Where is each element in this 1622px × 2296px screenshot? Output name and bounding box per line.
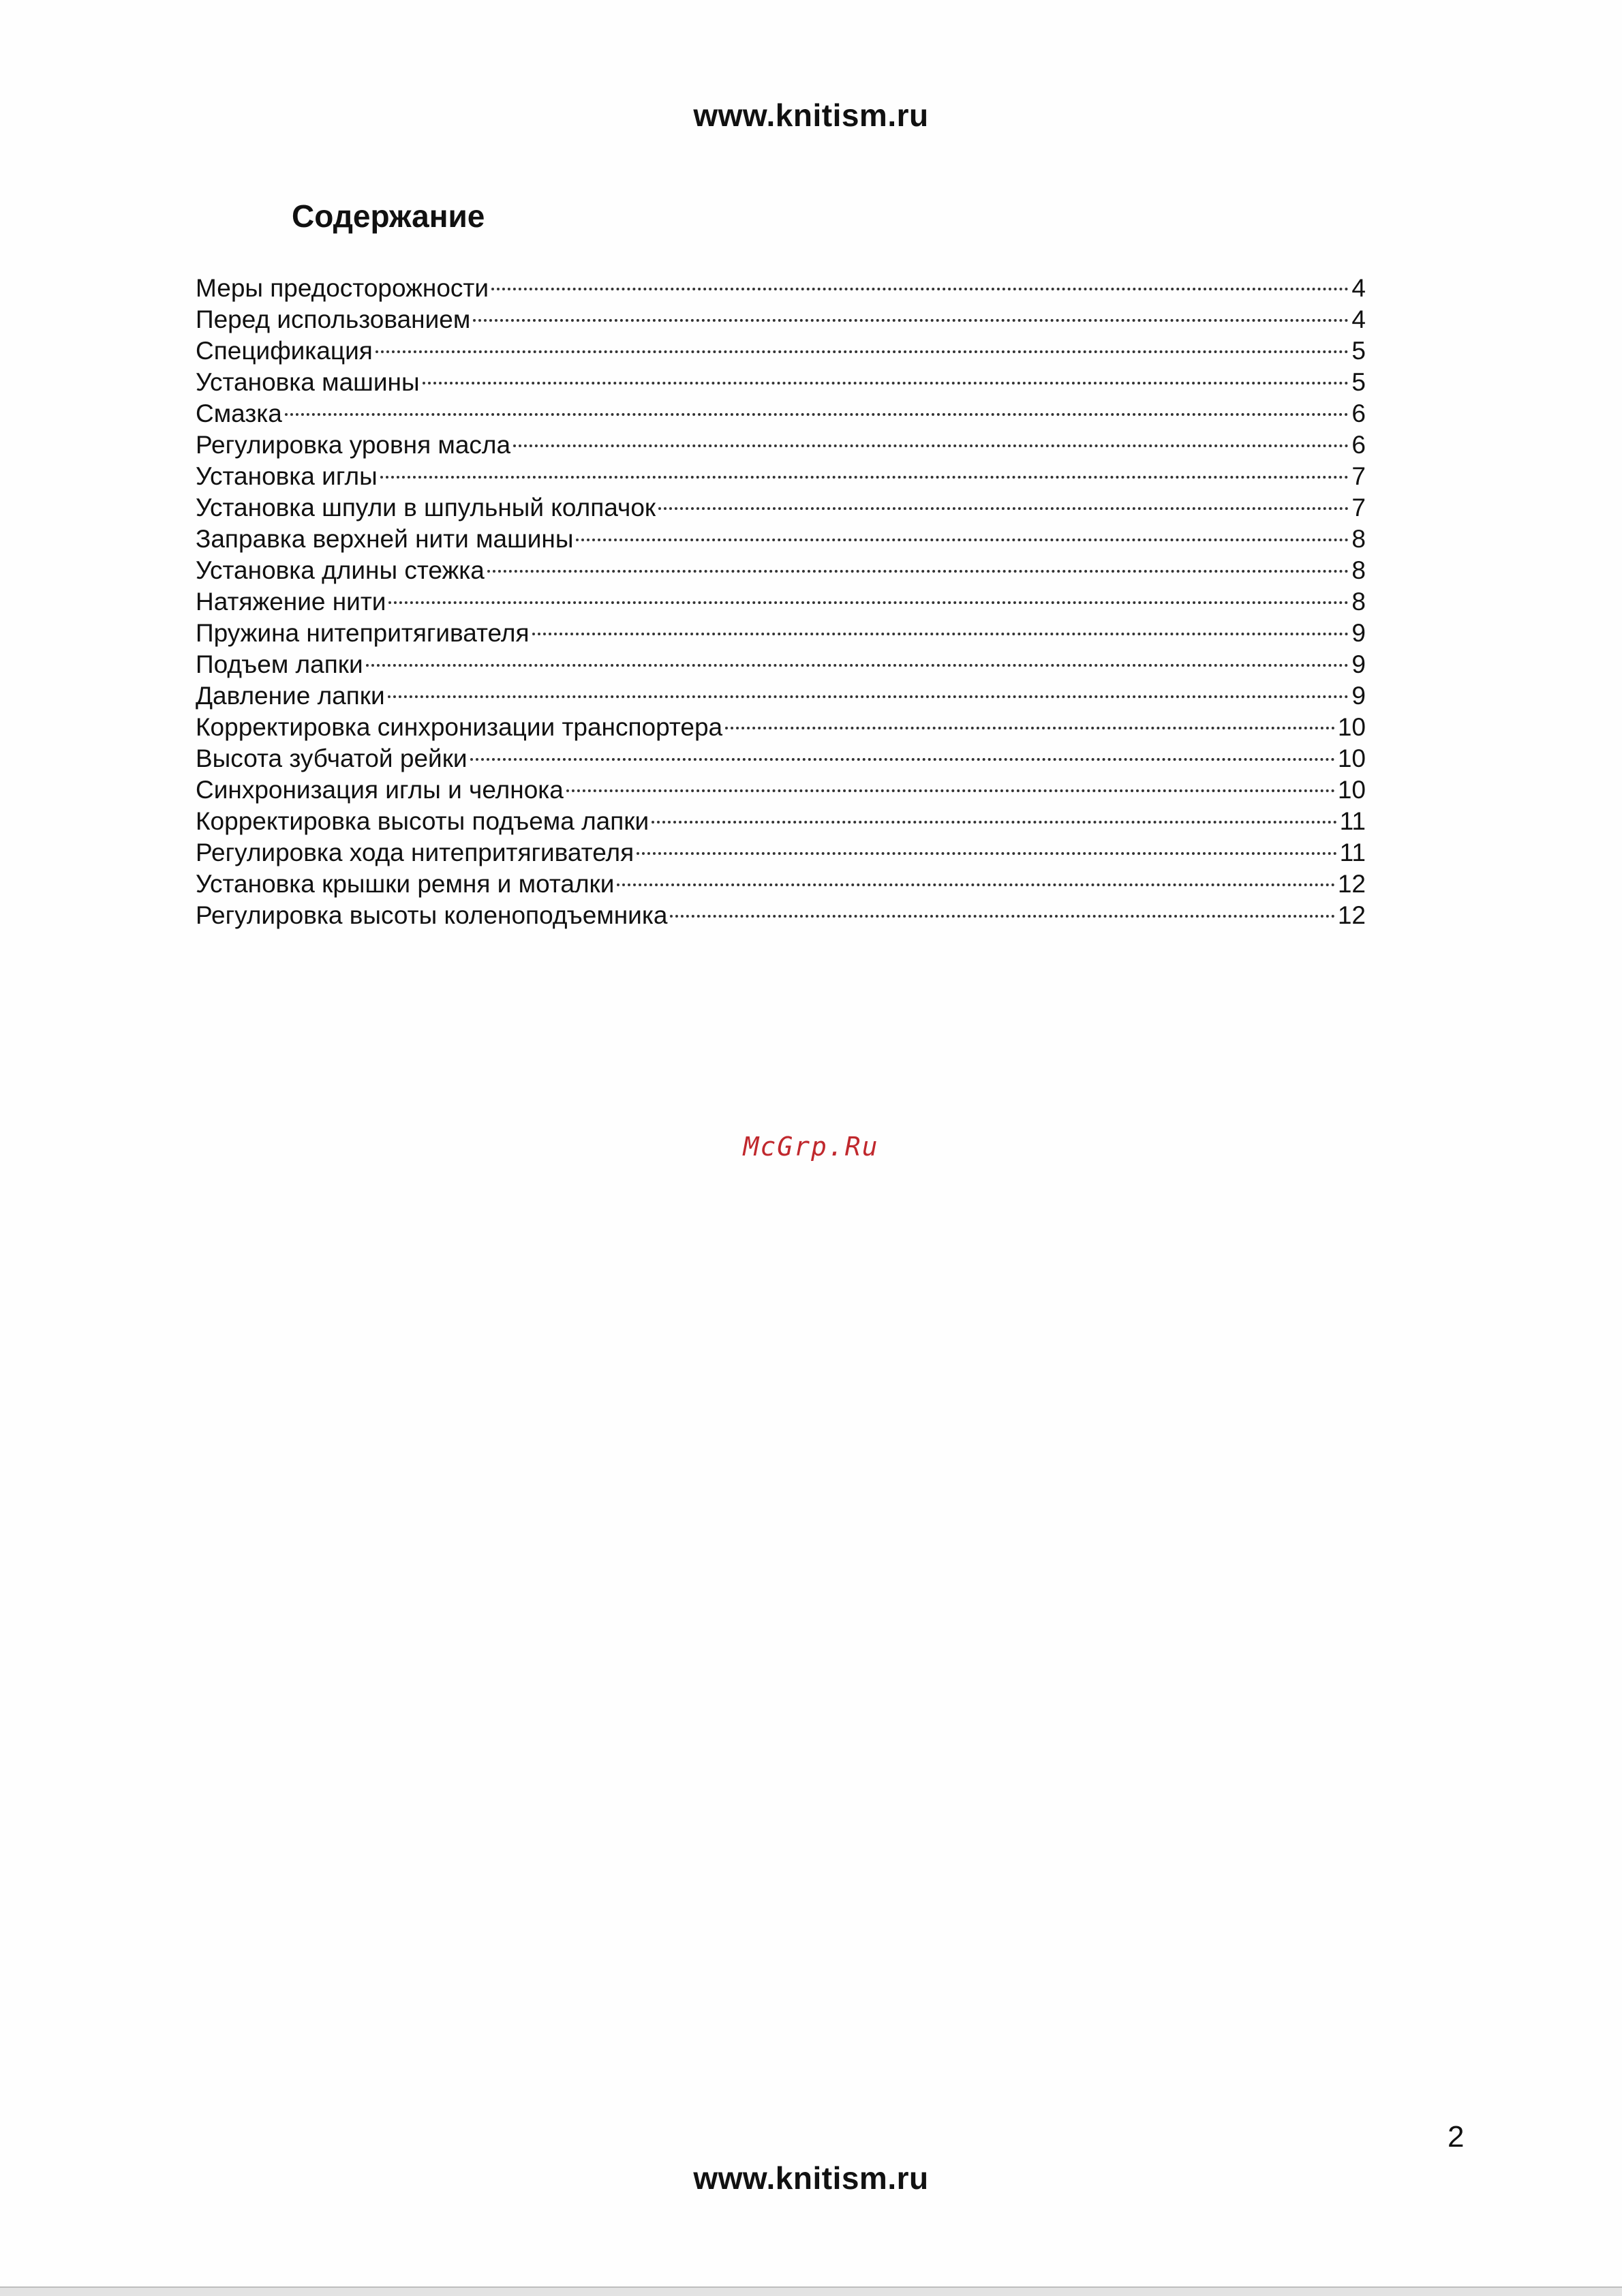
toc-leader [532, 633, 1349, 635]
toc-entry [196, 335, 1366, 367]
table-of-contents [196, 273, 1366, 931]
toc-entry-label: Установка крышки ремня и моталки [196, 870, 615, 898]
toc-entry-label: Регулировка высоты коленоподъемника [196, 901, 668, 929]
toc-entry-label: Регулировка хода нитепритягивателя [196, 839, 634, 866]
toc-entry-page: 12 [1337, 901, 1366, 929]
toc-entry-page: 8 [1351, 525, 1366, 553]
toc-entry-page: 10 [1337, 713, 1366, 741]
toc-entry [196, 868, 1366, 900]
toc-entry-label: Высота зубчатой рейки [196, 744, 468, 772]
toc-entry-page: 8 [1351, 556, 1366, 584]
toc-entry [196, 429, 1366, 461]
toc-entry [196, 774, 1366, 806]
toc-entry [196, 398, 1366, 429]
toc-entry-label: Корректировка высоты подъема лапки [196, 807, 649, 835]
toc-entry-label: Подъем лапки [196, 650, 363, 678]
toc-entry-label: Установка длины стежка [196, 556, 485, 584]
site-footer-url: www.knitism.ru [693, 2160, 929, 2196]
toc-entry [196, 900, 1366, 931]
toc-leader [725, 727, 1335, 729]
toc-entry [196, 837, 1366, 868]
toc-entry-page: 6 [1351, 431, 1366, 459]
toc-entry [196, 806, 1366, 837]
site-header-url: www.knitism.ru [693, 97, 929, 133]
toc-leader [652, 821, 1336, 824]
toc-title: Содержание [292, 198, 485, 234]
toc-entry-page: 10 [1337, 744, 1366, 772]
toc-entry-label: Регулировка уровня масла [196, 431, 511, 459]
toc-leader [376, 350, 1349, 353]
toc-entry-label: Перед использованием [196, 305, 471, 333]
toc-entry-label: Заправка верхней нити машины [196, 525, 574, 553]
toc-leader [380, 476, 1349, 479]
toc-entry-label: Установка машины [196, 368, 420, 396]
toc-entry-page: 11 [1339, 839, 1366, 866]
toc-leader [423, 382, 1349, 384]
toc-entry [196, 649, 1366, 680]
toc-entry-page: 11 [1339, 807, 1366, 835]
toc-entry [196, 555, 1366, 586]
toc-entry-label: Давление лапки [196, 682, 385, 710]
toc-entry-page: 9 [1351, 682, 1366, 710]
toc-entry-page: 8 [1351, 588, 1366, 616]
toc-entry-label: Установка иглы [196, 462, 378, 490]
toc-entry-page: 4 [1351, 274, 1366, 302]
toc-entry-page: 7 [1351, 494, 1366, 522]
toc-entry-label: Установка шпули в шпульный колпачок [196, 494, 656, 522]
toc-leader [670, 915, 1334, 918]
toc-leader [473, 319, 1349, 322]
toc-entry-label: Корректировка синхронизации транспортера [196, 713, 723, 741]
toc-entry [196, 524, 1366, 555]
toc-leader [487, 570, 1349, 573]
toc-leader [388, 695, 1349, 698]
toc-entry [196, 367, 1366, 398]
toc-entry [196, 743, 1366, 774]
toc-entry-page: 7 [1351, 462, 1366, 490]
toc-entry-page: 9 [1351, 619, 1366, 647]
toc-entry [196, 461, 1366, 492]
toc-entry-page: 4 [1351, 305, 1366, 333]
toc-leader [366, 664, 1349, 667]
toc-leader [617, 883, 1334, 886]
toc-leader [470, 758, 1335, 761]
toc-leader [637, 852, 1336, 855]
toc-entry-page: 5 [1351, 368, 1366, 396]
toc-entry [196, 304, 1366, 335]
toc-leader [285, 413, 1349, 416]
toc-entry-label: Натяжение нити [196, 588, 386, 616]
toc-leader [576, 539, 1349, 541]
toc-entry [196, 273, 1366, 304]
toc-entry [196, 618, 1366, 649]
toc-leader [513, 444, 1349, 447]
toc-entry-label: Меры предосторожности [196, 274, 489, 302]
toc-entry-label: Спецификация [196, 337, 373, 365]
toc-entry [196, 712, 1366, 743]
watermark: McGrp.Ru [743, 1132, 879, 1162]
toc-entry-label: Пружина нитепритягивателя [196, 619, 530, 647]
toc-entry-page: 10 [1337, 776, 1366, 804]
toc-entry-page: 6 [1351, 399, 1366, 427]
toc-leader [658, 507, 1349, 510]
toc-entry [196, 586, 1366, 618]
toc-leader [566, 789, 1335, 792]
toc-entry [196, 492, 1366, 524]
page-number: 2 [1448, 2120, 1465, 2154]
toc-entry-page: 9 [1351, 650, 1366, 678]
toc-entry-page: 5 [1351, 337, 1366, 365]
toc-entry-label: Синхронизация иглы и челнока [196, 776, 564, 804]
toc-leader [491, 288, 1349, 290]
toc-entry-page: 12 [1337, 870, 1366, 898]
toc-leader [388, 601, 1349, 604]
toc-entry-label: Смазка [196, 399, 282, 427]
toc-entry [196, 680, 1366, 712]
